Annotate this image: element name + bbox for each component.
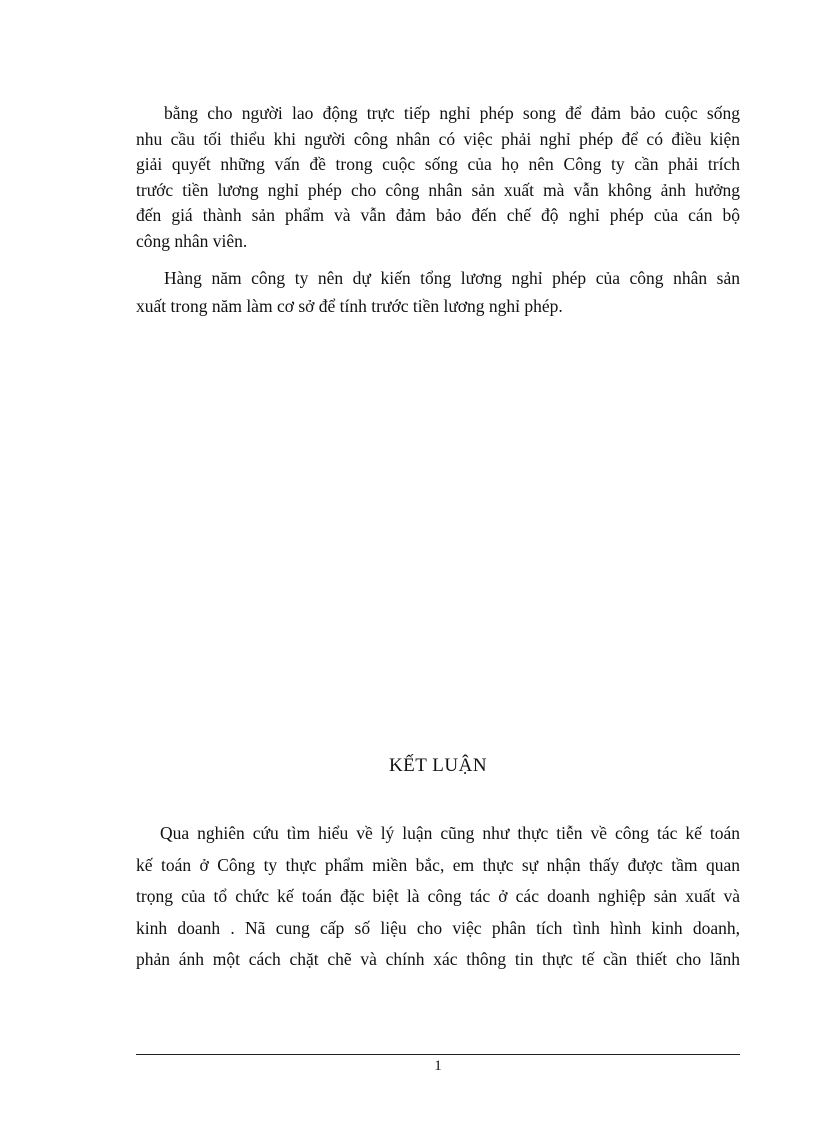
- text-line: kế toán ở Công ty thực phẩm miền bắc, em thực sự nhận thấy được tầm quan: [136, 854, 740, 875]
- text-line: phản ánh một cách chặt chẽ và chính xác thông tin thực tế cần thiết cho lãnh: [136, 949, 740, 969]
- text-line: Hàng năm công ty nên dự kiến tổng lương nghỉ phép của công nhân sản: [164, 268, 740, 288]
- paragraph-leave-pay: [136, 101, 740, 254]
- section-heading: KẾT LUẬN: [388, 755, 488, 776]
- text-line: bằng cho người lao động trực tiếp nghỉ phép song để đảm bảo cuộc sống: [164, 103, 740, 123]
- page-number: 1: [434, 1058, 442, 1074]
- text-line: trọng của tổ chức kế toán đặc biệt là công tác ở các doanh nghiệp sản xuất và: [136, 886, 740, 906]
- paragraph-conclusion: [136, 818, 740, 976]
- text-line: đến giá thành sản phẩm và vẫn đảm bảo đến chế độ nghỉ phép của cán bộ: [136, 205, 740, 225]
- text-line: nhu cầu tối thiểu khi người công nhân có việc phải nghỉ phép để có điều kiện: [136, 128, 740, 149]
- text-line: giải quyết những vấn đề trong cuộc sống của họ nên Công ty cần phải trích: [136, 154, 740, 174]
- text-line: kinh doanh . Nã cung cấp số liệu cho việc phân tích tình hình kinh doanh,: [136, 917, 740, 938]
- text-line: Qua nghiên cứu tìm hiểu về lý luận cũng như thực tiễn về công tác kế toán: [160, 823, 740, 843]
- text-line: công nhân viên.: [136, 230, 248, 251]
- text-line: trước tiền lương nghỉ phép cho công nhân sản xuất mà vẫn không ảnh hưởng: [136, 179, 740, 200]
- footer-divider: [136, 1054, 740, 1055]
- paragraph-annual-estimate: [136, 264, 740, 320]
- text-line: xuất trong năm làm cơ sở để tính trước tiền lương nghỉ phép.: [136, 296, 563, 316]
